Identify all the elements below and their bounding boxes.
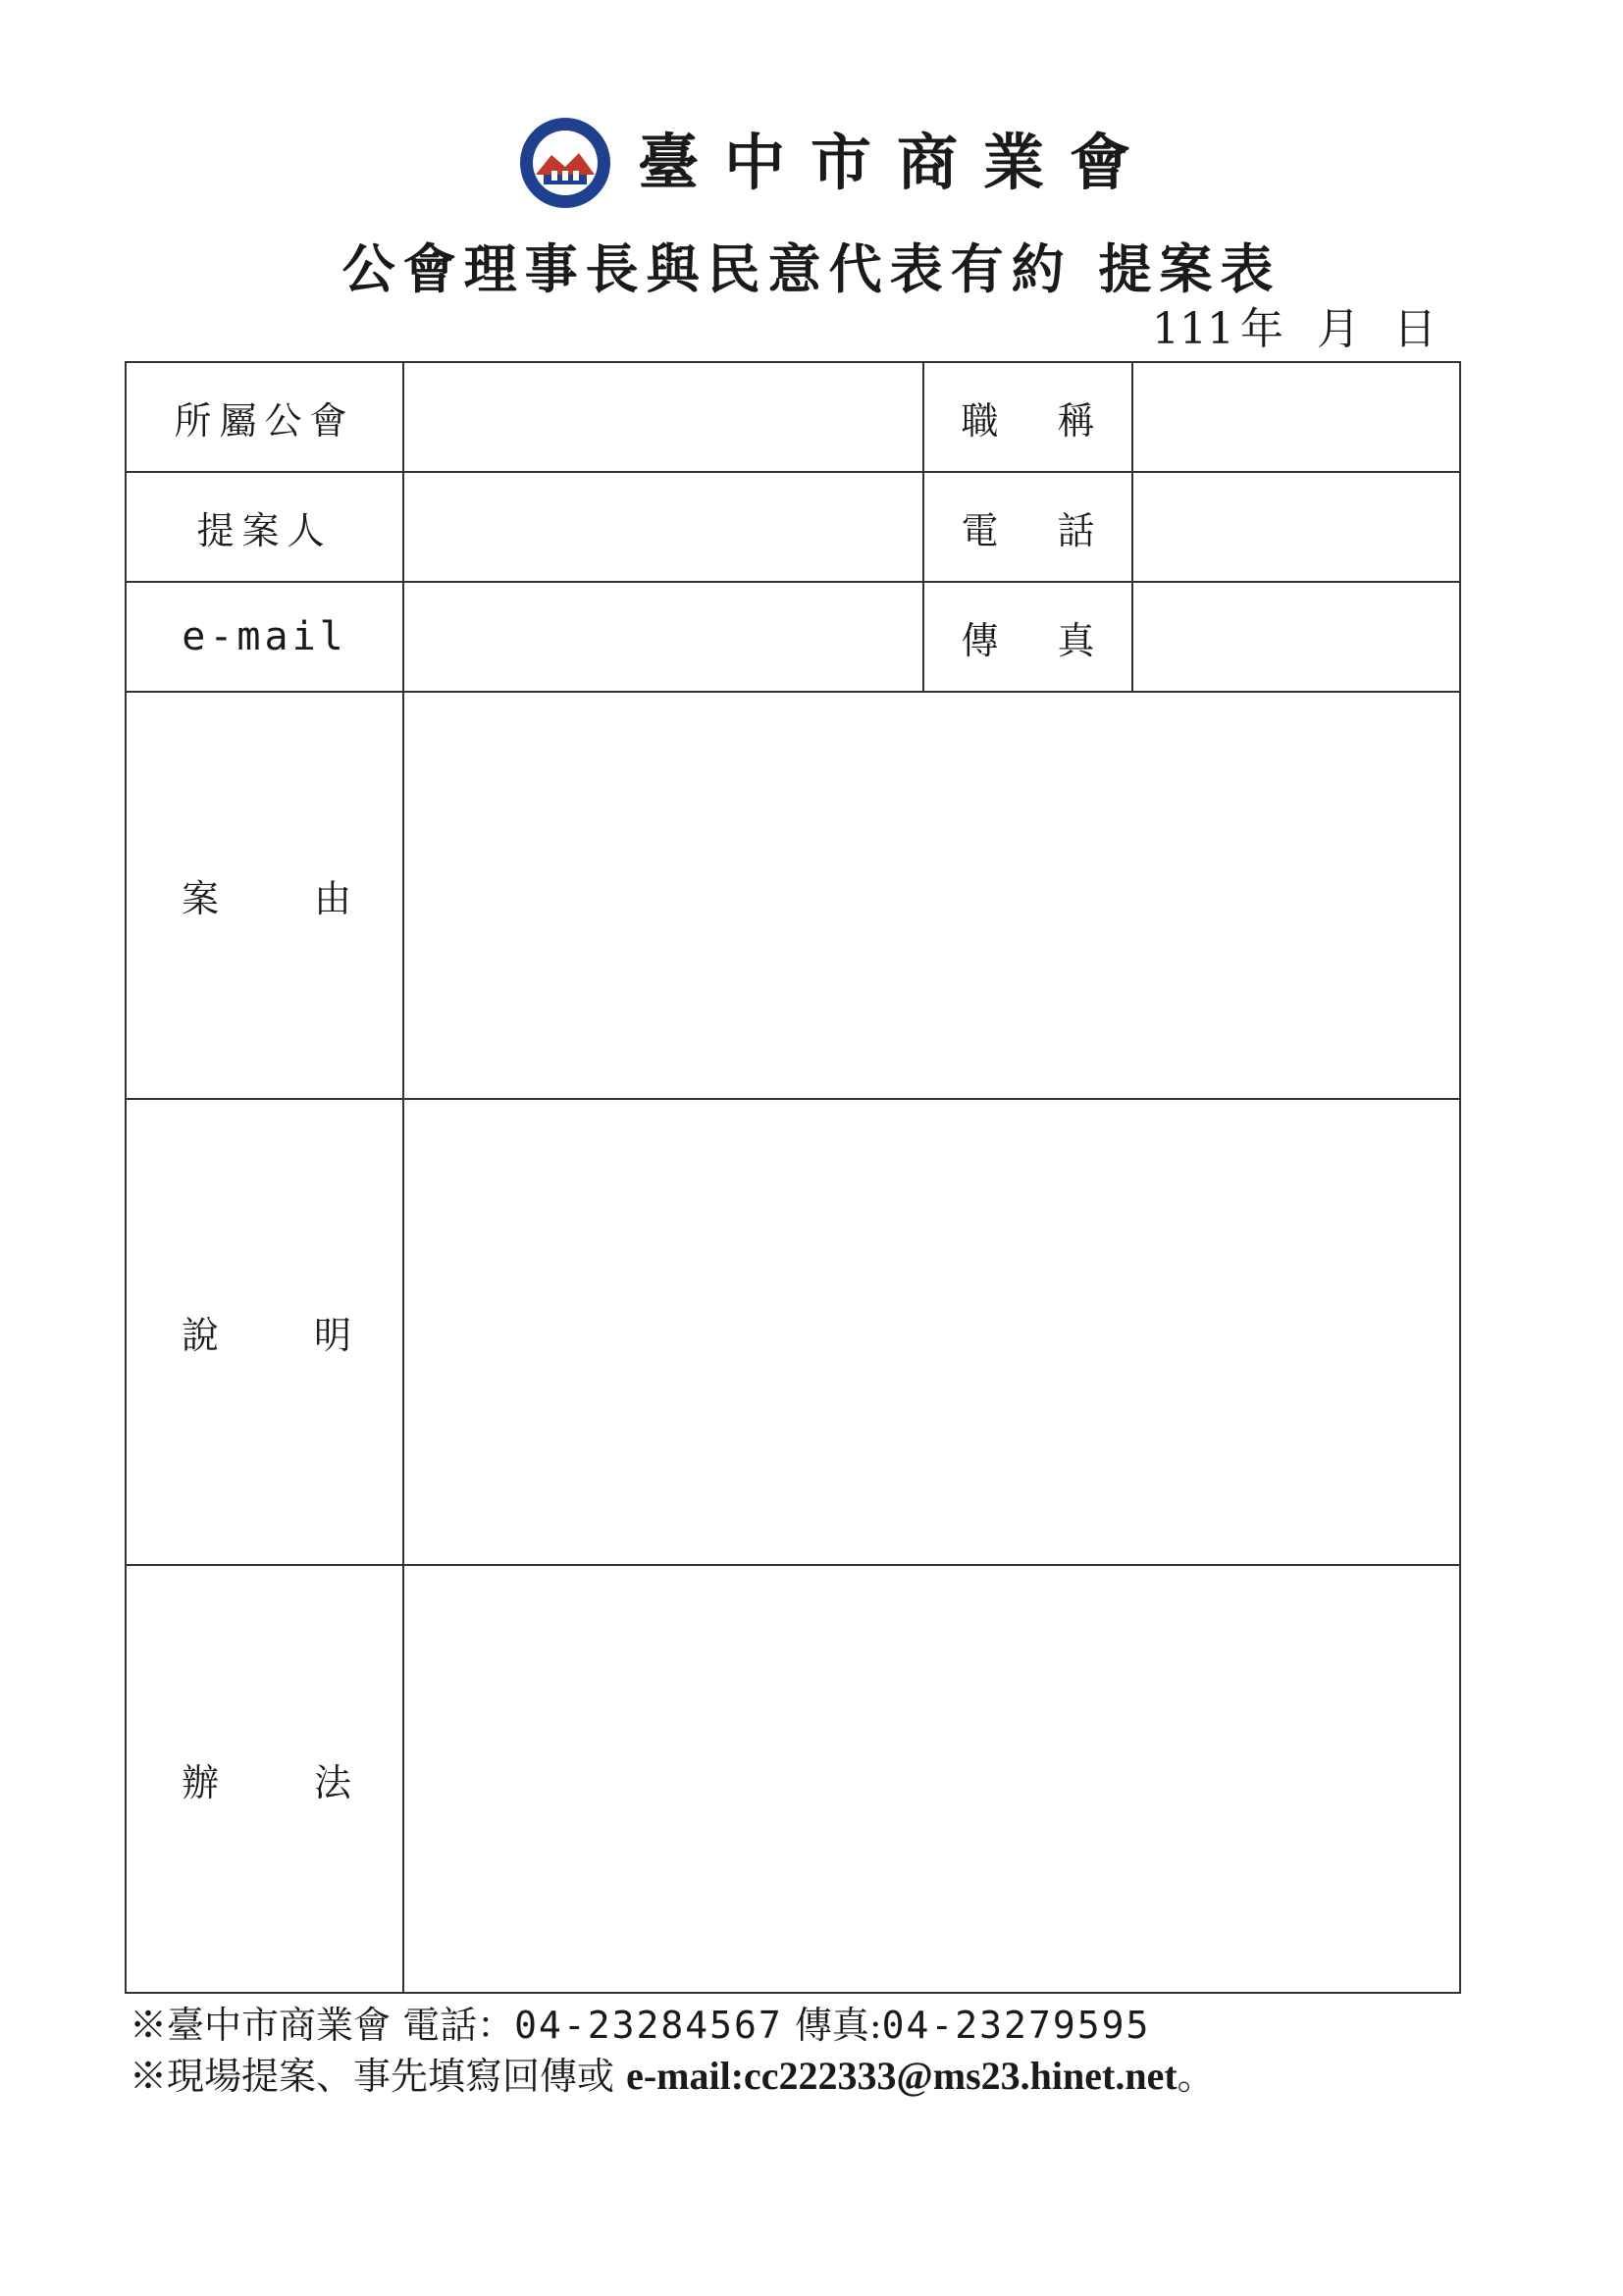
table-row [126,582,1460,692]
table-row [126,692,1460,1099]
email-field[interactable] [403,582,923,692]
phone-field[interactable] [1132,472,1460,582]
label-title-b: 稱 [1057,398,1095,443]
footer-notes [130,2000,1215,2102]
note-submit-prefix: ※現場提案、事先填寫回傳或 [130,2055,615,2098]
label-proposer: 提案人 [126,472,403,582]
label-title [923,362,1132,472]
label-email: e-mail [126,582,403,692]
label-method [126,1565,403,1993]
table-row [126,1099,1460,1565]
method-field[interactable] [403,1565,1460,1993]
note-phone: 04-23284567 [514,2004,783,2047]
label-fax-b: 真 [1057,618,1095,662]
date-year: 111 [1152,304,1234,354]
logo-icon [518,116,612,210]
fax-field[interactable] [1132,582,1460,692]
explanation-field[interactable] [403,1099,1460,1565]
date-day-unit: 日 [1393,304,1437,354]
label-method-a: 辦 [182,1760,220,1804]
label-explanation-b: 明 [313,1314,351,1357]
date-year-unit: 年 [1240,304,1283,354]
label-explanation-a: 說 [182,1314,220,1357]
label-fax [923,582,1132,692]
proposal-form-table [125,361,1461,1994]
label-phone-a: 電 [961,508,999,552]
note-contact-mid: 傳真: [794,2004,882,2047]
label-subject-a: 案 [182,877,220,920]
header [0,116,1623,224]
label-subject [126,692,403,1099]
table-row [126,362,1460,472]
label-fax-a: 傳 [961,618,999,662]
label-title-a: 職 [961,398,999,443]
note-fax: 04-23279595 [881,2004,1151,2047]
label-phone [923,472,1132,582]
note-email: e-mail:cc222333@ms23.hinet.net [626,2054,1178,2098]
date-month-unit: 月 [1317,304,1360,354]
date-line [1152,302,1437,357]
label-subject-b: 由 [313,877,351,920]
org-name: 臺中市商業會 [638,127,1157,198]
table-row [126,472,1460,582]
label-explanation [126,1099,403,1565]
note-submit [130,2051,1215,2102]
label-method-b: 法 [313,1760,351,1804]
title-field[interactable] [1132,362,1460,472]
association-field[interactable] [403,362,923,472]
subject-field[interactable] [403,692,1460,1099]
label-phone-b: 話 [1057,508,1095,552]
note-contact-prefix: ※臺中市商業會 電話： [130,2004,515,2047]
note-submit-suffix: 。 [1177,2055,1215,2098]
form-title: 公會理事長與民意代表有約 提案表 [341,238,1282,300]
note-contact [130,2000,1215,2051]
label-association: 所屬公會 [126,362,403,472]
table-row [126,1565,1460,1993]
proposer-field[interactable] [403,472,923,582]
